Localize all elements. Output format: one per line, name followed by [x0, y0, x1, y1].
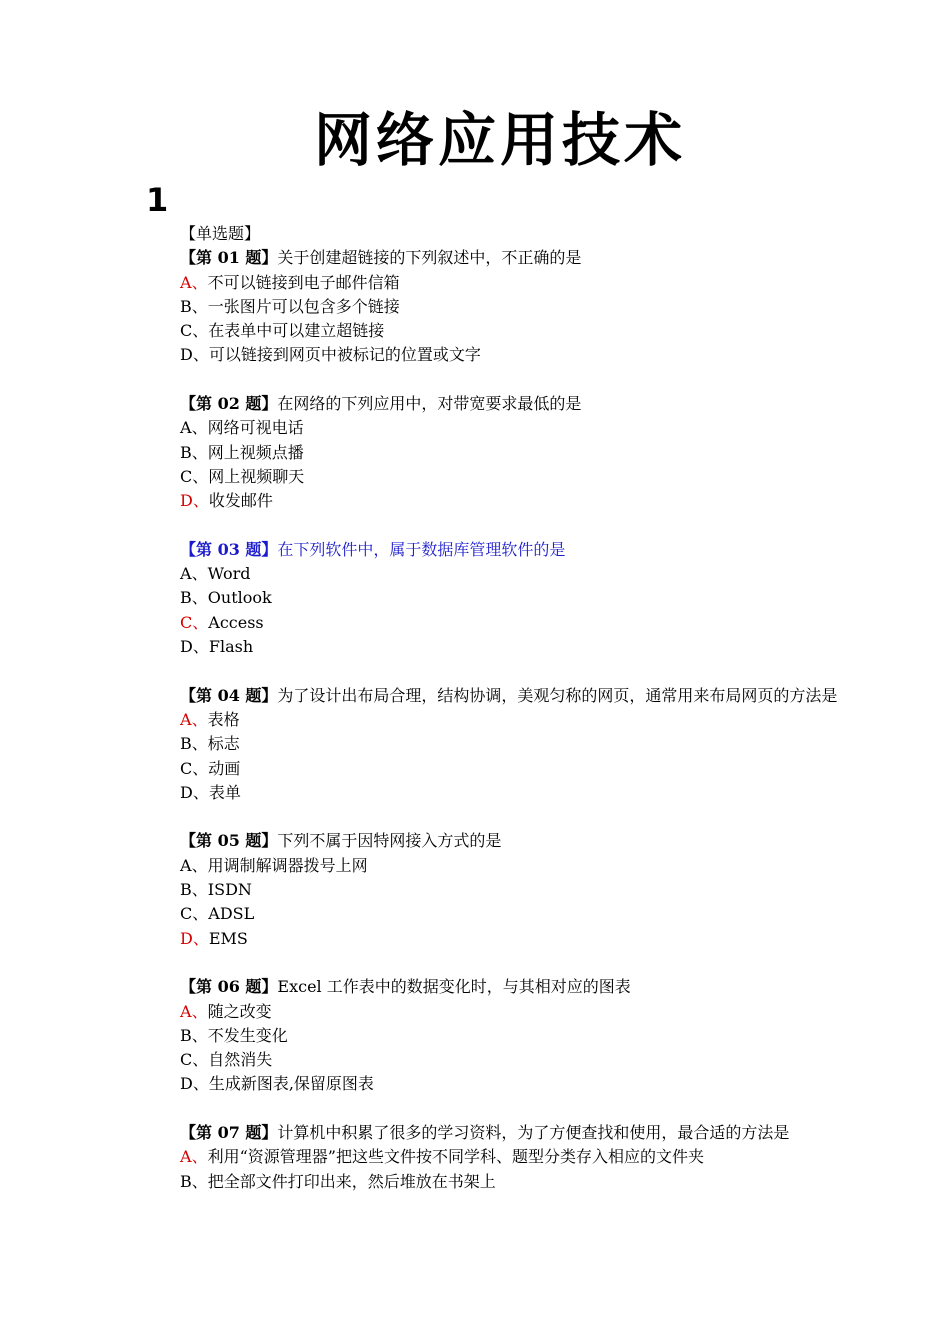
option-letter: A	[180, 564, 192, 584]
answer-option	[146, 1145, 858, 1169]
option-separator: 、	[192, 612, 209, 632]
question-text	[146, 1121, 858, 1145]
answer-option	[146, 562, 858, 586]
option-letter: A	[180, 709, 192, 729]
option-letter: B	[180, 734, 192, 754]
option-letter: A	[180, 1001, 192, 1021]
question-stem: 在下列软件中，属于数据库管理软件的是	[277, 539, 566, 559]
question-stem: 关于创建超链接的下列叙述中，不正确的是	[277, 248, 582, 268]
section-number: 1	[146, 181, 169, 219]
answer-option	[146, 1072, 858, 1096]
answer-option	[146, 732, 858, 756]
option-letter: D	[180, 1074, 193, 1094]
option-separator: 、	[191, 1001, 208, 1021]
option-separator: 、	[192, 1050, 209, 1070]
question-text	[146, 392, 858, 416]
option-text: ISDN	[207, 880, 252, 900]
question-stem: 下列不属于因特网接入方式的是	[277, 831, 502, 851]
question-text	[146, 829, 858, 853]
option-letter: C	[180, 466, 193, 486]
option-separator: 、	[191, 1171, 208, 1191]
option-separator: 、	[191, 1025, 208, 1045]
option-separator: 、	[192, 345, 209, 365]
option-text: 不可以链接到电子邮件信箱	[207, 272, 400, 292]
option-letter: B	[180, 880, 192, 900]
option-separator: 、	[191, 734, 208, 754]
question-block	[146, 246, 858, 367]
option-text: 网上视频聊天	[208, 466, 305, 486]
option-separator: 、	[192, 637, 209, 657]
option-separator: 、	[192, 321, 209, 341]
option-text: 网上视频点播	[207, 442, 304, 462]
option-separator: 、	[191, 272, 208, 292]
question-stem: 为了设计出布局合理，结构协调，美观匀称的网页，通常用来布局网页的方法是	[277, 685, 838, 705]
option-text: 自然消失	[208, 1050, 273, 1070]
option-separator: 、	[191, 588, 208, 608]
option-separator: 、	[191, 1147, 208, 1167]
option-text: 不发生变化	[207, 1025, 288, 1045]
option-letter: C	[180, 1050, 193, 1070]
option-letter: C	[180, 904, 193, 924]
answer-option	[146, 757, 858, 781]
option-separator: 、	[191, 564, 208, 584]
option-text: Flash	[208, 637, 254, 657]
option-text: 网络可视电话	[207, 418, 304, 438]
option-letter: B	[180, 296, 192, 316]
answer-option	[146, 611, 858, 635]
option-letter: C	[180, 321, 193, 341]
option-letter: D	[180, 928, 193, 948]
option-separator: 、	[191, 442, 208, 462]
questions-container	[146, 246, 858, 1194]
question-stem: 在网络的下列应用中，对带宽要求最低的是	[277, 394, 582, 414]
option-separator: 、	[191, 855, 208, 875]
answer-option	[146, 854, 858, 878]
question-block	[146, 829, 858, 950]
option-text: 把全部文件打印出来，然后堆放在书架上	[207, 1171, 496, 1191]
answer-option	[146, 416, 858, 440]
option-text: 表格	[207, 709, 240, 729]
option-letter: C	[180, 612, 193, 632]
question-text	[146, 684, 858, 708]
question-number: 【第 06 题】	[180, 977, 278, 997]
answer-option	[146, 635, 858, 659]
document-title: 网络应用技术	[313, 106, 686, 174]
question-text	[146, 246, 858, 270]
option-separator: 、	[191, 880, 208, 900]
option-text: 收发邮件	[208, 491, 273, 511]
option-text: Word	[207, 564, 251, 584]
option-separator: 、	[192, 466, 209, 486]
option-separator: 、	[192, 782, 209, 802]
option-separator: 、	[191, 296, 208, 316]
question-block	[146, 684, 858, 805]
question-number: 【第 01 题】	[180, 248, 278, 268]
option-text: 表单	[208, 782, 241, 802]
question-number: 【第 07 题】	[180, 1122, 278, 1142]
option-text: 用调制解调器拨号上网	[207, 855, 368, 875]
option-separator: 、	[192, 491, 209, 511]
question-text	[146, 538, 858, 562]
option-letter: B	[180, 588, 192, 608]
question-list	[146, 222, 858, 1218]
question-category: 【单选题】	[180, 224, 261, 243]
answer-option	[146, 1170, 858, 1194]
answer-option	[146, 586, 858, 610]
option-letter: D	[180, 345, 193, 365]
option-text: ADSL	[208, 904, 255, 924]
option-text: 生成新图表,保留原图表	[208, 1074, 374, 1094]
question-block	[146, 538, 858, 659]
question-stem: 计算机中积累了很多的学习资料，为了方便查找和使用，最合适的方法是	[277, 1122, 790, 1142]
answer-option	[146, 878, 858, 902]
question-block	[146, 1121, 858, 1194]
option-letter: A	[180, 418, 192, 438]
option-letter: A	[180, 272, 192, 292]
answer-option	[146, 343, 858, 367]
option-text: 标志	[207, 734, 240, 754]
answer-option	[146, 902, 858, 926]
option-letter: C	[180, 758, 193, 778]
option-text: 在表单中可以建立超链接	[208, 321, 385, 341]
answer-option	[146, 295, 858, 319]
question-text	[146, 975, 858, 999]
question-block	[146, 392, 858, 513]
option-separator: 、	[192, 904, 209, 924]
answer-option	[146, 1000, 858, 1024]
answer-option	[146, 271, 858, 295]
question-stem: Excel 工作表中的数据变化时，与其相对应的图表	[277, 977, 631, 997]
option-separator: 、	[192, 758, 209, 778]
question-block	[146, 975, 858, 1096]
option-letter: D	[180, 782, 193, 802]
answer-option	[146, 1048, 858, 1072]
question-number: 【第 02 题】	[180, 394, 278, 414]
answer-option	[146, 708, 858, 732]
option-text: Outlook	[207, 588, 272, 608]
option-letter: B	[180, 1171, 192, 1191]
option-separator: 、	[191, 418, 208, 438]
answer-option	[146, 441, 858, 465]
option-separator: 、	[192, 928, 209, 948]
option-letter: A	[180, 1147, 192, 1167]
option-text: 动画	[208, 758, 241, 778]
option-text: 利用“资源管理器”把这些文件按不同学科、题型分类存入相应的文件夹	[207, 1147, 704, 1167]
option-text: 一张图片可以包含多个链接	[207, 296, 400, 316]
question-number: 【第 05 题】	[180, 831, 278, 851]
option-letter: D	[180, 491, 193, 511]
option-text: 可以链接到网页中被标记的位置或文字	[208, 345, 481, 365]
answer-option	[146, 465, 858, 489]
option-letter: B	[180, 442, 192, 462]
answer-option	[146, 319, 858, 343]
option-text: Access	[208, 612, 264, 632]
answer-option	[146, 1024, 858, 1048]
option-letter: A	[180, 855, 192, 875]
option-letter: D	[180, 637, 193, 657]
option-letter: B	[180, 1025, 192, 1045]
answer-option	[146, 927, 858, 951]
option-text: 随之改变	[207, 1001, 272, 1021]
answer-option	[146, 781, 858, 805]
question-number: 【第 04 题】	[180, 685, 278, 705]
answer-option	[146, 489, 858, 513]
option-separator: 、	[192, 1074, 209, 1094]
question-number: 【第 03 题】	[180, 539, 278, 559]
option-separator: 、	[191, 709, 208, 729]
option-text: EMS	[208, 928, 248, 948]
